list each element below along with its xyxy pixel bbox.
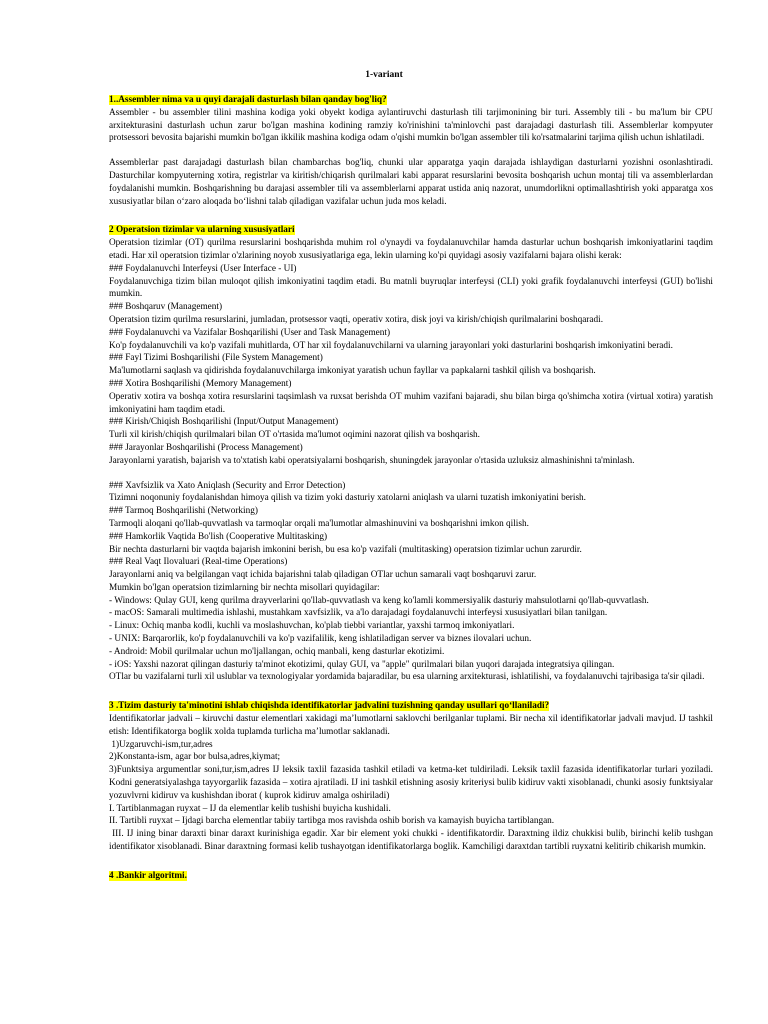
q2-subheading-security: ### Xavfsizlik va Xato Aniqlash (Security and Error Detection) [109, 480, 346, 491]
q2-heading: 2 Operatsion tizimlar va ularning xususiyatlari [109, 225, 295, 236]
q2-subheading-networking: ### Tarmoq Boshqarilishi (Networking) [109, 506, 258, 517]
q2-subheading-ui: ### Foydalanuvchi Interfeysi (User Interface - UI) [109, 263, 297, 274]
section-q4 [109, 870, 713, 883]
q3-paragraph-3: III. IJ ining binar daraxti binar daraxt kurinishiga egadir. Xar bir element yoki chukki - identifikatordir. Daraxtning ildiz chukkisi bulib, birinchi kelib tushgan identifikator xisoblanadi. Binar daraxtning formasi kelib tushayotgan identifikatorlarga boglik. Kamchiligi daraxtdan tartibli ruyxatni kelitirib chikarish mumkin. [109, 829, 716, 853]
q2-subheading-management: ### Boshqaruv (Management) [109, 302, 223, 313]
q3-list-item-3: I. Tartiblanmagan ruyxat – IJ da elementlar kelib tushishi buyicha kushidali. [109, 803, 391, 814]
q2-intro: Operatsion tizimlar (OT) qurilma resurslarini boshqarishda muhim rol o'ynaydi va foydalanuvchilar hamda dasturlar uchun boshqarish imkoniyatlarini taqdim etadi. Har xil operatsion tizimlar o'zlarining noyob xususiyatlariga ega, lekin ularning ko'pi quyidagi asosiy vazifalarni bajara olishi kerak: [109, 238, 713, 261]
q2-text-io: Turli xil kirish/chiqish qurilmalari bilan OT o'rtasida ma'lumot oqimini nazorat qilish va boshqarish. [109, 430, 480, 441]
q2-example-android: - Android: Mobil qurilmalar uchun mo'ljallangan, ochiq manbali, keng dasturlar ekotizimi. [109, 646, 445, 657]
q2-example-linux: - Linux: Ochiq manba kodli, kuchli va moslashuvchan, ko'plab tiebbi variantlar, yaxshi tarmoq imkoniyatlari. [109, 621, 515, 632]
q2-text-multitasking: Bir nechta dasturlarni bir vaqtda bajarish imkonini berish, bu esa ko'p vazifali (multitasking) operatsion tizimlar uchun zarurdir. [109, 544, 582, 555]
section-q1 [109, 94, 713, 208]
q3-list-item-1: 1)Uzgaruvchi-ism,tur,adres [109, 739, 213, 750]
q2-subheading-user-task: ### Foydalanuvchi va Vazifalar Boshqarilishi (User and Task Management) [109, 327, 391, 338]
q2-example-ios: - iOS: Yaxshi nazorat qilingan dasturiy ta'minot ekotizimi, qulay GUI, va "apple" qurilmalari bilan yuqori darajada integratsiya qilingan. [109, 659, 615, 670]
q2-example-windows: - Windows: Qulay GUI, keng qurilma drayverlarini qo'llab-quvvatlash va keng ko'lamli kommersiyalik dasturiy mahsulotlarni qo'llab-quvvatlash. [109, 595, 649, 606]
q3-heading: 3 .Tizim dasturiy ta'minotini ishlab chiqishda identifikatorlar jadvalini tuzishning qanday usullari qo‘llaniladi? [109, 701, 550, 712]
q4-heading: 4 .Bankir algoritmi. [109, 870, 187, 881]
q2-subheading-process: ### Jarayonlar Boshqarilishi (Process Management) [109, 442, 303, 453]
q3-paragraph-2: 3)Funktsiya argumentlar soni,tur,ism,adres IJ leksik taxlil fazasida tashkil etiladi va ketma-ket tuldiriladi. Leksik taxlil fazasida identifikatorlar turlari yoziladi. Kodni generatsiyalashga tayyorgarlik fazasida – xotira ajratiladi. IJ ini tashkil etishning asosiy kriteriysi bulib kidiruv vakti xisoblanadi, chunki asosiy funktsiyalar yozuvlvrni kidiruv va kushishdan iborat ( kuprok kidiruv amalga oshiriladi) [109, 765, 713, 801]
q1-heading: 1..Assembler nima va u quyi darajali dasturlash bilan qanday bog'liq? [109, 95, 387, 105]
q2-subheading-memory: ### Xotira Boshqarilishi (Memory Management) [109, 378, 292, 389]
q2-text-process: Jarayonlarni yaratish, bajarish va to'xtatish kabi operatsiyalarni boshqarish, shuningdek jarayonlar o'rtasida uzluksiz almashinishni ta'minlash. [109, 455, 635, 466]
q2-subheading-multitasking: ### Hamkorlik Vaqtida Bo'lish (Cooperative Multitasking) [109, 531, 328, 542]
section-q2 [109, 224, 713, 684]
q2-example-unix: - UNIX: Barqarorlik, ko'p foydalanuvchili va ko'p vazifalilik, keng ishlatiladigan server va biznes ilovalari uchun. [109, 634, 532, 645]
q2-text-networking: Tarmoqli aloqani qo'llab-quvvatlash va tarmoqlar orqali ma'lumotlar almashinuvini va boshqarishni imkon qilish. [109, 518, 529, 529]
q3-paragraph-1: Identifikatorlar jadvali – kiruvchi dastur elementlari xakidagi ma’lumotlarni saklovchi berilganlar tuplami. Bir necha xil identifikatorlar jadvali mavjud. IJ tashkil etish: Identifikatorga boglik xolda tuplamda turlicha ma’lumotlar saklanadi. [109, 714, 713, 737]
q2-example-macos: - macOS: Samarali multimedia ishlashi, mustahkam xavfsizlik, va a'lo darajadagi foydalanuvchi interfeysi xususiyatlari bilan tanilgan. [109, 608, 608, 619]
document-body [109, 94, 716, 883]
q3-list-item-4: II. Tartibli ruyxat – Ijdagi barcha elementlar tabiiy tartibga mos ravishda oshib borish va kamayish buyicha tartiblangan. [109, 816, 555, 827]
q2-text-ui: Foydalanuvchiga tizim bilan muloqot qilish imkoniyatini taqdim etadi. Bu matnli buyruqlar interfeysi (CLI) yoki grafik foydalanuvchi interfeysi (GUI) bo'lishi mumkin. [109, 276, 713, 300]
q2-text-security: Tizimni noqonuniy foydalanishdan himoya qilish va tizim yoki dasturiy xatolarni aniqlash va ularni tuzatish imkoniyatini berish. [109, 493, 586, 504]
q1-paragraph-2: Assemblerlar past darajadagi dasturlash bilan chambarchas bog'liq, chunki ular apparatga yaqin darajada ishlaydigan dasturlarni yozishni osonlashtiradi. Dasturchilar kompyuterning xotira, registrlar va kiritish/chiqarish qurilmalari kabi apparat resurslarini bevosita boshqarish uchun montaj tili va assemblerlardan foydalanishi mumkin. Boshqarishning bu darajasi assembler tili va assemblerlarni apparat ustida aniq nazorat, unumdorlikni optimallashtirish yoki apparatga xos xususiyatlar bilan o‘zaro aloqada bo‘lishni talab qiladigan vazifalar uchun juda mos keladi. [109, 158, 713, 207]
q2-text-management: Operatsion tizim qurilma resurslarini, jumladan, protsessor vaqti, operativ xotira, disk joyi va kirish/chiqish qurilmalarini boshqaradi. [109, 314, 604, 325]
q2-subheading-io: ### Kirish/Chiqish Boshqarilishi (Input/Output Management) [109, 417, 339, 428]
section-q3 [109, 700, 716, 854]
q2-text-file-system: Ma'lumotlarni saqlash va qidirishda foydalanuvchilarga imkoniyat yaratish uchun fayllar va papkalarni tashkil qilish va boshqarish. [109, 366, 596, 377]
q2-text-realtime: Jarayonlarni aniq va belgilangan vaqt ichida bajarishni talab qiladigan OTlar uchun samarali vaqt boshqaruvi zarur. [109, 570, 537, 581]
q1-paragraph-1: Assembler - bu assembler tilini mashina kodiga yoki obyekt kodiga aylantiruvchi dasturlash tili tarjimonining bir turi. Assembly tili - bu ma'lum bir CPU arxitekturasini dasturlash uchun zarur bo'lgan mashina kodining ramziy ko'rinishini ta'minlovchi past darajadagi dasturlash tili. Assemblerlar kompyuter protsessori bevosita bajarishi mumkin bo'lgan ikkilik mashina kodiga odam o'qishi mumkin bo'lgan assembler tili ko'rsatmalarini tarjima qilish uchun ishlatiladi. [109, 107, 713, 144]
page-title: 1-variant [365, 70, 403, 80]
q2-text-user-task: Ko'p foydalanuvchili va ko'p vazifali muhitlarda, OT har xil foydalanuvchilarni va ularning jarayonlari yoki dasturlarini boshqarish imkoniyatini beradi. [109, 340, 673, 351]
q2-subheading-file-system: ### Fayl Tizimi Boshqarilishi (File System Management) [109, 353, 323, 364]
q2-text-memory: Operativ xotira va boshqa xotira resurslarini taqsimlash va ruxsat berishda OT muhim vazifani bajaradi, shu bilan birga qo'shimcha xotira (virtual xotira) yaratish imkoniyatini ham taqdim etadi. [109, 391, 713, 415]
q2-subheading-realtime: ### Real Vaqt Ilovaluari (Real-time Operations) [109, 557, 288, 568]
q3-list-item-2: 2)Konstanta-ism, agar bor bulsa,adres,kiymat; [109, 752, 281, 763]
q2-conclusion: OTlar bu vazifalarni turli xil uslublar va texnologiyalar yordamida bajaradilar, bu esa ularning arxitekturasi, ishlatilishi, va foydalanuvchi tajribasiga ta'sir qiladi. [109, 672, 705, 683]
q2-examples-intro: Mumkin bo'lgan operatsion tizimlarning bir nechta misollari quyidagilar: [109, 582, 380, 593]
